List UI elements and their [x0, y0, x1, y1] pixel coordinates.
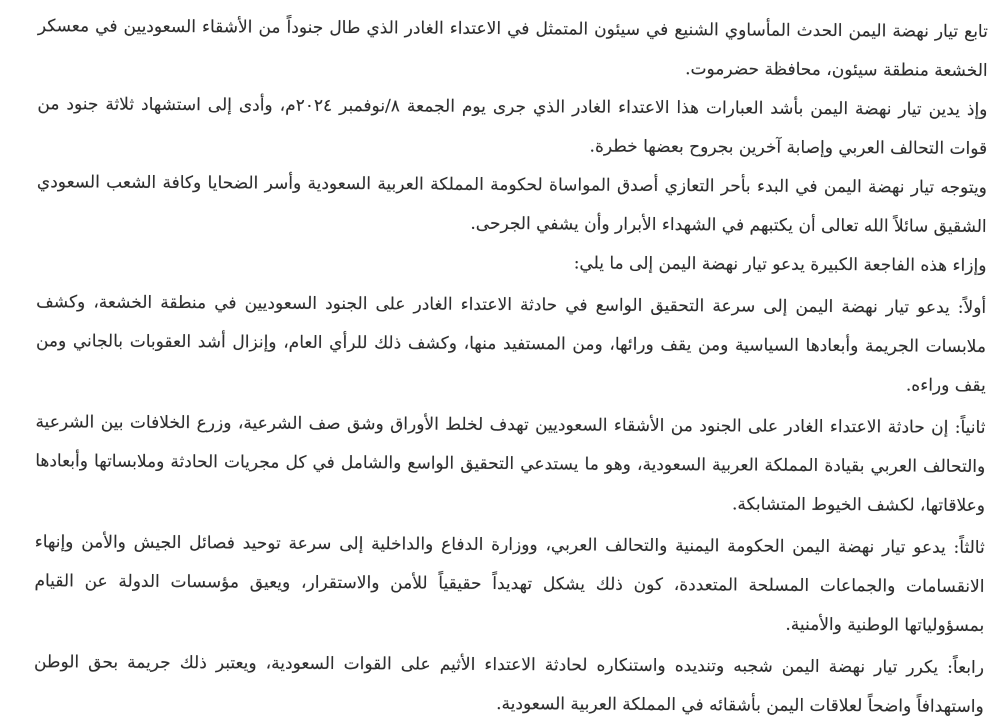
statement-paragraph-intro: تابع تيار نهضة اليمن الحدث المأساوي الشنيع في سيئون المتمثل في الاعتداء الغادر الذي طال جنوداً من الأشقاء السعوديين في معسكر الخشعة منطقة سيئون، محافظة حضرموت. [37, 16, 988, 81]
statement-paragraph-condolences: ويتوجه تيار نهضة اليمن في البدء بأحر التعازي أصدق المواساة لحكومة المملكة العربية السعودية وأسر الضحايا وكافة الشعب السعودي الشقيق سائلاً الله تعالى أن يكتبهم في الشهداء الأبرار وأن يشفي الجرحى. [36, 172, 987, 237]
statement-paragraph-condemnation: وإذ يدين تيار نهضة اليمن بأشد العبارات هذا الاعتداء الغادر الذي جرى يوم الجمعة ٨/نوفمبر ٢٠٢٤م، وأدى إلى استشهاد ثلاثة جنود من قوات التحالف العربي وإصابة آخرين بجروح بعضها خطرة. [37, 94, 988, 159]
statement-item-third: ثالثاً: يدعو تيار نهضة اليمن الحكومة اليمنية والتحالف العربي، ووزارة الدفاع والداخلية إلى سرعة توحيد فصائل الجيش والأمن وإنهاء الانقسامات والجماعات المسلحة المتعددة، كون ذلك يشكل تهديداً حقيقياً للأمن والاستقرار، ويعيق مؤسسات الدولة عن القيام بمسؤولياتها الوطنية والأمنية. [34, 532, 985, 636]
statement-item-first: أولاً: يدعو تيار نهضة اليمن إلى سرعة التحقيق الواسع في حادثة الاعتداء الغادر على الجنود السعوديين في منطقة الخشعة، وكشف ملابسات الجريمة وأبعادها السياسية ومن يقف ورائها، ومن المستفيد منها، وكشف ذلك للرأي العام، وإنزال أشد العقوبات بالجاني ومن يقف وراءه. [35, 292, 987, 396]
statement-item-fourth: رابعاً: يكرر تيار نهضة اليمن شجبه وتنديده واستنكاره لحادثة الاعتداء الأثيم على القوات السعودية، ويعتبر ذلك جريمة بحق الوطن واستهدافاً واضحاً لعلاقات اليمن بأشقائه في المملكة العربية السعودية. [33, 652, 985, 717]
statement-item-second: ثانياً: إن حادثة الاعتداء الغادر على الجنود من الأشقاء السعوديين تهدف لخلط الأوراق وشق صف الشرعية، وزرع الخلافات بين الشرعية والتحالف العربي بقيادة المملكة العربية السعودية، وهو ما يستدعي التحقيق الواسع والشامل في كل مجريات الحادثة وملابساتها وأبعادها وعلاقاتها، لكشف الخيوط المتشابكة. [35, 412, 986, 516]
statement-paragraph-lead-in: وإزاء هذه الفاجعة الكبيرة يدعو تيار نهضة اليمن إلى ما يلي: [573, 253, 987, 276]
